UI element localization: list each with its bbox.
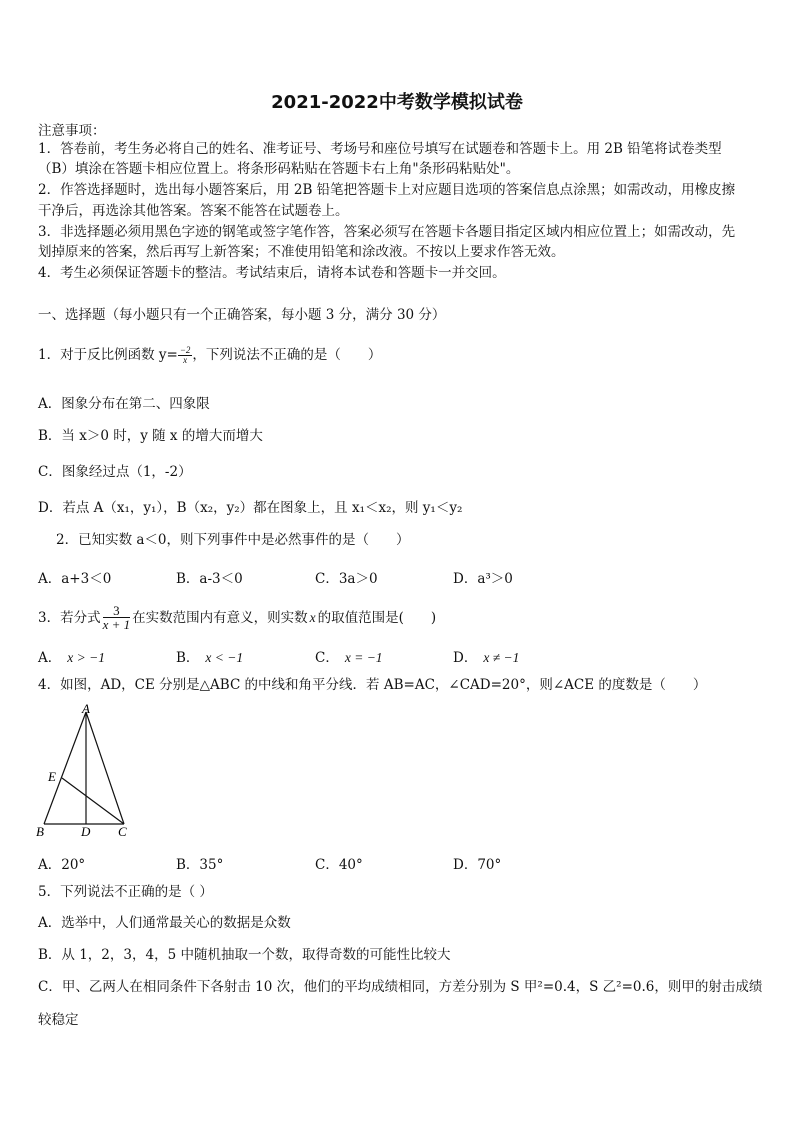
q1-stem-pre: 1．对于反比例函数 y= — [38, 347, 178, 363]
section-heading: 一、选择题（每小题只有一个正确答案，每小题 3 分，满分 30 分） — [38, 307, 446, 323]
q3-stem-pre: 3．若分式 — [38, 610, 101, 626]
page-title: 2021-2022中考数学模拟试卷 — [271, 92, 523, 113]
q3-stem-post: 在实数范围内有意义，则实数 — [132, 610, 308, 626]
q3-option-a — [38, 646, 105, 666]
q4-option-d: D．70° — [453, 857, 502, 873]
q5-option-b: B．从 1，2，3，4，5 中随机抽取一个数，取得奇数的可能性比较大 — [38, 947, 451, 963]
question-3-stem — [38, 598, 436, 638]
q1-stem-post: ，下列说法不正确的是（ ） — [192, 347, 382, 363]
segment-ac — [86, 712, 124, 824]
q3-option-b — [176, 646, 243, 666]
segment-ce — [62, 778, 124, 824]
q1-option-b: B．当 x＞0 时，y 随 x 的增大而增大 — [38, 428, 263, 444]
q4-option-a: A．20° — [38, 857, 86, 873]
question-5-stem: 5．下列说法不正确的是（ ） — [38, 884, 213, 900]
label-e: E — [48, 769, 56, 784]
label-c: C — [118, 824, 127, 839]
q5-option-c-cont: 较稳定 — [38, 1012, 79, 1028]
question-4-stem: 4．如图，AD，CE 分别是△ABC 的中线和角平分线．若 AB=AC，∠CAD=20°，则∠ACE 的度数是（ ） — [38, 677, 707, 693]
q5-option-a: A．选举中，人们通常最关心的数据是众数 — [38, 915, 291, 931]
q3-option-d-label: D． — [453, 650, 478, 666]
question-1-stem — [38, 340, 381, 370]
q2-option-d: D．a³＞0 — [453, 571, 513, 587]
q2-option-a: A．a+3＜0 — [38, 571, 112, 587]
q2-option-c: C．3a＞0 — [315, 571, 378, 587]
notice-line: 2．作答选择题时，选出每小题答案后，用 2B 铅笔把答题卡上对应题目选项的答案信息点涂黑；如需改动，用橡皮擦 — [38, 182, 736, 198]
q3-option-d-expr: x ≠ −1 — [483, 650, 520, 665]
q1-fraction — [178, 346, 193, 365]
q3-option-a-label: A． — [38, 650, 62, 666]
notice-line: （B）填涂在答题卡相应位置上。将条形码粘贴在答题卡右上角"条形码粘贴处"。 — [38, 161, 520, 177]
q4-option-c: C．40° — [315, 857, 363, 873]
q3-option-b-expr: x < −1 — [205, 650, 244, 665]
q3-option-c-expr: x = −1 — [344, 650, 383, 665]
notice-line: 干净后，再选涂其他答案。答案不能答在试题卷上。 — [38, 203, 349, 219]
segment-ab — [44, 712, 86, 824]
q3-option-d — [453, 646, 519, 666]
q1-frac-num: −2 — [179, 344, 191, 355]
label-b: B — [36, 824, 44, 839]
question-2-stem: 2．已知实数 a＜0，则下列事件中是必然事件的是（ ） — [56, 532, 410, 548]
q3-frac-num: 3 — [103, 604, 131, 618]
q3-option-c — [315, 646, 383, 666]
q1-option-d: D．若点 A（x₁，y₁），B（x₂，y₂）都在图象上，且 x₁＜x₂，则 y₁＜y₂ — [38, 500, 463, 516]
label-a: A — [82, 701, 90, 716]
notice-heading: 注意事项： — [38, 123, 106, 139]
q3-fraction — [103, 604, 131, 632]
q4-option-b: B．35° — [176, 857, 224, 873]
q3-option-a-expr: x > −1 — [67, 650, 105, 665]
q3-var: x — [309, 610, 316, 625]
q1-option-c: C．图象经过点（1，-2） — [38, 464, 192, 480]
q3-stem-post2: 的取值范围是( ) — [317, 610, 437, 626]
q5-option-c: C．甲、乙两人在相同条件下各射击 10 次，他们的平均成绩相同，方差分别为 S 甲²=0.4，S 乙²=0.6，则甲的射击成绩 — [38, 979, 763, 995]
q3-option-c-label: C． — [315, 650, 339, 666]
q1-option-a: A．图象分布在第二、四象限 — [38, 396, 210, 412]
label-d: D — [81, 824, 91, 839]
q3-option-b-label: B． — [176, 650, 200, 666]
notice-line: 4．考生必须保证答题卡的整洁。考试结束后，请将本试卷和答题卡一并交回。 — [38, 265, 506, 281]
notice-line: 3．非选择题必须用黑色字迹的钢笔或签字笔作答，答案必须写在答题卡各题目指定区域内相应位置上；如需改动，先 — [38, 224, 736, 240]
q2-option-b: B．a-3＜0 — [176, 571, 243, 587]
notice-line: 1．答卷前，考生务必将自己的姓名、准考证号、考场号和座位号填写在试题卷和答题卡上。用 2B 铅笔将试卷类型 — [38, 141, 722, 157]
q1-frac-den: x — [183, 354, 188, 365]
notice-line: 划掉原来的答案，然后再写上新答案；不准使用铅笔和涂改液。不按以上要求作答无效。 — [38, 244, 565, 260]
q3-frac-den: x + 1 — [102, 617, 131, 632]
triangle-figure — [30, 700, 140, 842]
